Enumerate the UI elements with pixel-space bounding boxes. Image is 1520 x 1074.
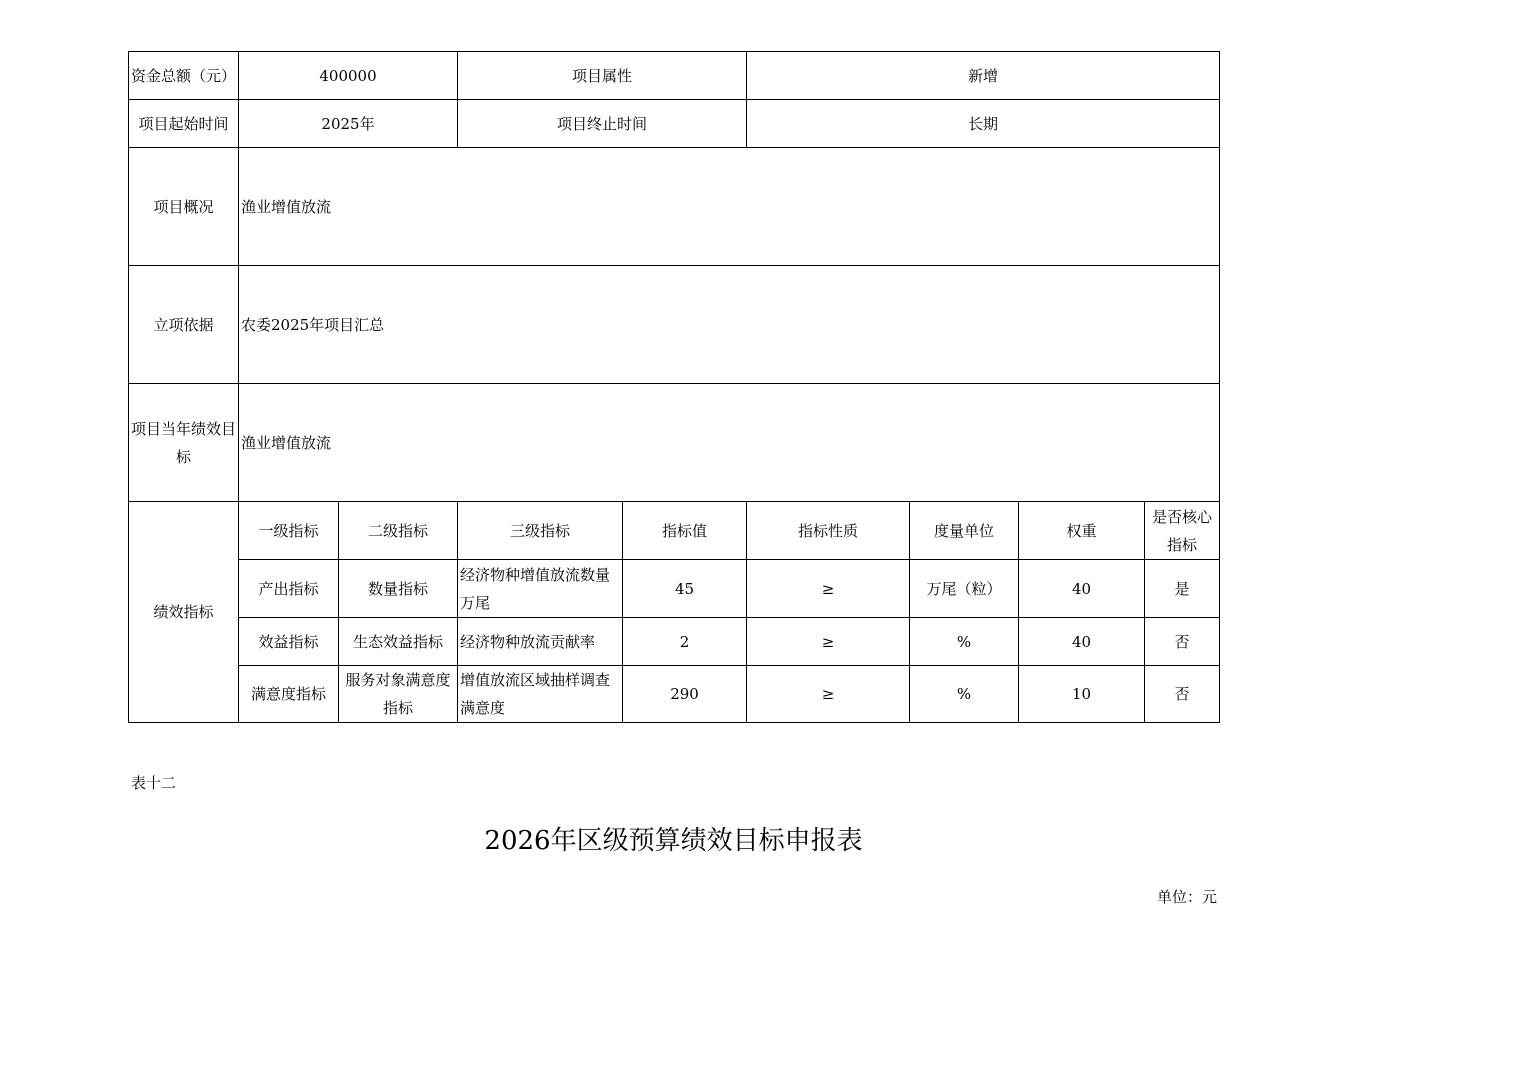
cell-level3: 经济物种放流贡献率 [458, 618, 623, 666]
table-row [129, 560, 1220, 618]
start-label: 项目起始时间 [129, 100, 239, 148]
cell-value: 45 [623, 560, 747, 618]
cell-nature: ≥ [747, 618, 910, 666]
basis-value: 农委2025年项目汇总 [239, 266, 1220, 384]
period-row [129, 100, 1220, 148]
attribute-value: 新增 [747, 52, 1220, 100]
header-level3: 三级指标 [458, 502, 623, 560]
cell-level2: 生态效益指标 [339, 618, 458, 666]
cell-nature: ≥ [747, 666, 910, 723]
performance-target-table [128, 51, 1220, 723]
funding-value: 400000 [239, 52, 458, 100]
start-value: 2025年 [239, 100, 458, 148]
cell-unit: % [910, 618, 1019, 666]
cell-value: 2 [623, 618, 747, 666]
unit-label: 单位：元 [1156, 888, 1217, 906]
page-title: 2026年区级预算绩效目标申报表 [484, 826, 863, 856]
indicators-label: 绩效指标 [129, 502, 239, 723]
header-level1: 一级指标 [239, 502, 339, 560]
table-row [129, 618, 1220, 666]
end-label: 项目终止时间 [458, 100, 747, 148]
funding-label: 资金总额（元） [129, 52, 239, 100]
cell-unit: 万尾（粒） [910, 560, 1019, 618]
cell-core: 否 [1145, 666, 1220, 723]
cell-level1: 产出指标 [239, 560, 339, 618]
overview-row [129, 148, 1220, 266]
header-weight: 权重 [1019, 502, 1145, 560]
goal-value: 渔业增值放流 [239, 384, 1220, 502]
attribute-label: 项目属性 [458, 52, 747, 100]
cell-level2: 数量指标 [339, 560, 458, 618]
cell-core: 否 [1145, 618, 1220, 666]
overview-label: 项目概况 [129, 148, 239, 266]
cell-weight: 40 [1019, 560, 1145, 618]
indicator-header-row [129, 502, 1220, 560]
header-value: 指标值 [623, 502, 747, 560]
cell-unit: % [910, 666, 1019, 723]
header-unit: 度量单位 [910, 502, 1019, 560]
basis-label: 立项依据 [129, 266, 239, 384]
funding-row [129, 52, 1220, 100]
table-number: 表十二 [131, 774, 177, 792]
table-row [129, 666, 1220, 723]
header-nature: 指标性质 [747, 502, 910, 560]
cell-level3: 增值放流区域抽样调查满意度 [458, 666, 623, 723]
overview-value: 渔业增值放流 [239, 148, 1220, 266]
cell-weight: 40 [1019, 618, 1145, 666]
cell-level1: 效益指标 [239, 618, 339, 666]
header-level2: 二级指标 [339, 502, 458, 560]
cell-weight: 10 [1019, 666, 1145, 723]
cell-level1: 满意度指标 [239, 666, 339, 723]
basis-row [129, 266, 1220, 384]
cell-nature: ≥ [747, 560, 910, 618]
cell-core: 是 [1145, 560, 1220, 618]
cell-level2: 服务对象满意度指标 [339, 666, 458, 723]
header-core: 是否核心指标 [1145, 502, 1220, 560]
cell-value: 290 [623, 666, 747, 723]
goal-label: 项目当年绩效目标 [129, 384, 239, 502]
goal-row [129, 384, 1220, 502]
cell-level3: 经济物种增值放流数量万尾 [458, 560, 623, 618]
end-value: 长期 [747, 100, 1220, 148]
